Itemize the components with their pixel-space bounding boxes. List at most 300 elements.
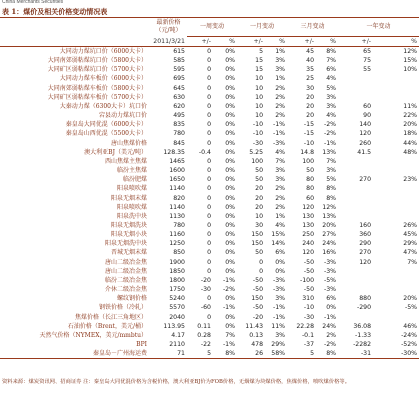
table-cell: 1650 [169, 176, 185, 184]
sub-header-week-pct: % [213, 37, 237, 47]
table-row [0, 322, 419, 331]
table-cell: 80 [306, 185, 315, 193]
table-cell: 130 [302, 221, 315, 229]
sub-header-date: 2011/3/21 [150, 37, 187, 47]
table-cell: 585 [173, 57, 185, 65]
table-cell: 0 [207, 212, 211, 220]
table-cell: 2040 [169, 313, 185, 321]
sub-header-month-pct: % [265, 37, 287, 47]
table-cell: 128.35 [163, 148, 185, 156]
row-label: 临汾主焦煤 [116, 167, 147, 175]
table-cell: 0% [225, 267, 236, 275]
table-cell: 11% [403, 102, 418, 110]
table-cell: 0 [259, 267, 264, 275]
table-cell [373, 267, 419, 276]
table-cell [373, 157, 419, 166]
row-label: 阳泉无烟洗块 [110, 221, 147, 229]
table-cell: 50 [306, 167, 315, 175]
table-cell: 0% [225, 112, 236, 120]
table-cell: 7% [225, 331, 236, 339]
table-cell: 880 [359, 295, 372, 303]
table-cell: 695 [173, 75, 185, 83]
table-cell: 0% [225, 176, 236, 184]
table-cell: 0% [225, 48, 236, 55]
table-cell: -1% [222, 276, 236, 284]
table-cell: 8% [316, 349, 338, 359]
table-cell: 0 [207, 66, 211, 74]
table-cell: 5 [287, 349, 316, 359]
table-cell: -50 [252, 276, 264, 284]
table-cell: 4% [275, 221, 286, 229]
table-cell: 12% [322, 203, 337, 211]
table-cell: -3% [272, 139, 286, 147]
row-label: 秦皇岛大同优混（6000大卡） [65, 121, 147, 129]
table-cell: 0% [225, 212, 236, 220]
table-cell: -0.4 [198, 148, 211, 156]
table-cell: 24% [322, 322, 337, 330]
table-cell [338, 313, 373, 322]
table-cell: -2% [222, 286, 236, 294]
table-cell: 0% [225, 322, 236, 330]
table-cell: 0 [207, 93, 211, 101]
table-cell: 46% [403, 322, 418, 330]
row-label: 天然气价格（NYMEX，美元/mmbtu） [39, 331, 147, 339]
table-cell: 0 [207, 130, 211, 138]
table-cell: -31 [338, 349, 373, 359]
row-label: 唐山二级冶金焦 [104, 258, 147, 266]
table-cell: -0.1 [301, 331, 315, 339]
table-cell: 620 [173, 102, 185, 110]
table-cell: 6% [275, 249, 286, 257]
table-cell: 5240 [169, 295, 185, 303]
table-cell: -50 [303, 286, 315, 294]
table-cell: 45% [403, 231, 418, 239]
table-row [0, 276, 419, 285]
col-header-month: 一月变动 [237, 18, 287, 37]
table-row [0, 93, 419, 102]
table-cell: 0 [207, 231, 211, 239]
price-change-table [0, 18, 419, 359]
table-cell: 0% [225, 84, 236, 92]
table-cell: 0 [207, 176, 211, 184]
table-cell: -30 [303, 313, 315, 321]
table-cell: 0 [207, 57, 211, 65]
table-cell: 18% [403, 130, 418, 138]
table-cell: 80 [306, 176, 315, 184]
table-cell: 0% [275, 258, 286, 266]
header-row-groups [0, 18, 419, 37]
table-cell: -10 [252, 121, 264, 129]
row-label: 阳泉洗中块 [116, 212, 147, 220]
table-cell: 270 [359, 249, 372, 257]
table-cell: 22% [403, 112, 418, 120]
table-cell: 150 [251, 295, 264, 303]
table-cell [373, 212, 419, 221]
table-row [0, 111, 419, 120]
row-label: 阳泉无烟末煤 [110, 194, 147, 202]
table-cell: -1% [222, 341, 236, 348]
table-cell: 0 [207, 295, 211, 303]
table-cell [373, 285, 419, 294]
table-cell: 0% [326, 304, 337, 312]
table-row [0, 248, 419, 257]
table-row [0, 148, 419, 157]
table-cell: 0% [225, 102, 236, 110]
header-corner [0, 18, 150, 37]
table-row [0, 194, 419, 203]
row-label: 焦煤价格（长江三角地区） [74, 313, 147, 321]
table-cell: 100 [302, 157, 315, 165]
table-cell: 820 [173, 194, 185, 202]
table-cell: 3% [275, 331, 286, 339]
table-cell: 50 [255, 167, 264, 175]
table-cell: 60 [363, 102, 372, 110]
table-cell [338, 203, 373, 212]
table-cell: 22.28 [296, 322, 315, 330]
table-cell: 29% [403, 240, 418, 248]
table-cell: 113.95 [163, 322, 185, 330]
table-cell [338, 84, 373, 93]
table-cell [338, 184, 373, 193]
table-row [0, 139, 419, 148]
table-cell: -1% [222, 304, 236, 312]
table-cell: 1750 [169, 286, 185, 294]
table-cell: 30 [306, 84, 315, 92]
table-row [0, 258, 419, 267]
table-cell: -22 [200, 341, 211, 348]
table-cell: 45 [306, 48, 315, 55]
table-cell: 0% [225, 139, 236, 147]
source-footnote: 资料来源：煤炭资讯网、招商证券 注：秦皇岛大同优混价格为含税价格，澳大利亚BJ价为FOB价格，无烟煤为块煤价格，焦煤价格，喷吹煤价格等。 [2, 379, 351, 385]
table-cell: 2% [275, 185, 286, 193]
table-cell: 0 [207, 194, 211, 202]
table-cell: 1160 [169, 231, 185, 239]
col-header-latest-price: 最新价格（元/吨） [155, 19, 182, 35]
table-cell: 0 [207, 258, 211, 266]
table-cell: 150 [251, 240, 264, 248]
table-cell: 615 [173, 48, 185, 55]
table-cell: 120 [302, 203, 315, 211]
table-cell: 780 [173, 221, 185, 229]
table-cell: -290 [357, 304, 372, 312]
table-row [0, 157, 419, 166]
table-row [0, 129, 419, 138]
table-cell: 0% [225, 221, 236, 229]
table-cell: 0% [225, 130, 236, 138]
table-cell: 12% [403, 48, 418, 55]
table-cell: 495 [173, 112, 185, 120]
table-row [0, 303, 419, 312]
table-cell [338, 285, 373, 294]
row-label: 唐山焦煤价格 [110, 139, 147, 147]
table-cell: 10 [255, 84, 264, 92]
col-header-week: 一周变动 [187, 18, 237, 37]
table-cell: 5 [259, 48, 264, 55]
table-row [0, 212, 419, 221]
table-row [0, 56, 419, 65]
table-cell: 50 [255, 249, 264, 257]
header-strip [0, 0, 419, 6]
table-cell: 5% [326, 176, 337, 184]
table-cell: -2% [323, 121, 337, 129]
row-label: 临汾肥煤 [122, 176, 147, 184]
table-cell: 41.5 [357, 148, 372, 156]
table-cell: 130 [302, 212, 315, 220]
row-label: 大同矿区弱粘煤车板价（5700大卡） [47, 93, 147, 101]
table-cell: 20% [403, 121, 418, 129]
table-cell: 360 [359, 231, 372, 239]
table-row [0, 294, 419, 303]
table-cell: 0% [225, 258, 236, 266]
table-cell: 7% [275, 157, 286, 165]
table-cell: 0% [225, 75, 236, 83]
table-cell: 780 [173, 130, 185, 138]
table-row [0, 120, 419, 129]
company-logo-text: China Merchants Securities [2, 0, 64, 5]
table-cell: -1% [272, 130, 286, 138]
table-cell: 0% [225, 66, 236, 74]
table-cell: 0% [225, 148, 236, 156]
table-cell: -15 [303, 121, 315, 129]
table-cell: 10 [255, 212, 264, 220]
table-cell: 1800 [169, 276, 185, 284]
table-cell: -3% [323, 286, 337, 294]
table-cell: 1250 [169, 240, 185, 248]
table-cell: 3% [275, 295, 286, 303]
table-cell: -100 [299, 276, 315, 284]
table-cell: 16% [322, 249, 337, 257]
row-label: 宕县动力煤坑口价 [98, 112, 147, 120]
table-cell: -24% [401, 331, 418, 339]
table-cell: 6% [326, 295, 337, 303]
row-label: 西山焦煤主焦煤 [104, 157, 147, 165]
table-cell: 1140 [169, 203, 185, 211]
table-cell: 20 [255, 185, 264, 193]
table-cell: 20% [322, 221, 337, 229]
table-cell: 30 [255, 221, 264, 229]
table-cell: 11% [271, 322, 286, 330]
table-cell: 630 [173, 93, 185, 101]
table-cell: 0% [225, 249, 236, 257]
table-cell: 36.08 [353, 322, 372, 330]
table-cell: -30 [252, 139, 264, 147]
row-label: 唐山二级冶金焦 [104, 267, 147, 275]
table-row [0, 230, 419, 239]
sub-header-week-abs: +/- [187, 37, 213, 47]
row-label: BPI [136, 341, 147, 348]
sub-header-month-abs: +/- [237, 37, 265, 47]
table-cell: -30% [373, 349, 419, 359]
table-cell: 0.13 [249, 331, 264, 339]
table-cell: -30 [200, 286, 211, 294]
table-cell: 0% [225, 240, 236, 248]
table-cell: 2% [275, 194, 286, 202]
table-cell: 0 [207, 139, 211, 147]
table-cell [373, 84, 419, 93]
table-row [0, 166, 419, 175]
table-cell: 0 [207, 240, 211, 248]
table-cell: 1% [275, 75, 286, 83]
table-cell: 29% [271, 341, 286, 348]
table-row [0, 331, 419, 340]
table-cell: 4% [275, 148, 286, 156]
table-cell: 7% [326, 157, 337, 165]
table-cell [373, 313, 419, 322]
table-cell: -5% [405, 304, 418, 312]
table-cell: 140 [359, 121, 372, 129]
table-row [0, 203, 419, 212]
table-cell: 48% [403, 148, 418, 156]
col-header-year: 一年变动 [338, 18, 419, 37]
table-cell: -3% [323, 258, 337, 266]
table-cell [338, 93, 373, 102]
table-cell: 240 [302, 240, 315, 248]
sub-header-year-pct: % [373, 37, 419, 47]
table-cell: 2% [275, 102, 286, 110]
row-label: 秦皇岛山西优混（5500大卡） [65, 130, 147, 138]
table-cell: 10 [255, 93, 264, 101]
table-cell: -37 [303, 341, 315, 348]
table-cell: 10 [255, 112, 264, 120]
table-row [0, 175, 419, 184]
table-row [0, 84, 419, 93]
table-cell: 0% [225, 313, 236, 321]
table-cell: -50 [303, 267, 315, 275]
table-cell: 14% [271, 240, 286, 248]
table-cell: -50 [303, 258, 315, 266]
table-cell: 15 [255, 66, 264, 74]
table-cell [373, 184, 419, 193]
table-cell: -2% [323, 130, 337, 138]
table-cell: -15 [303, 130, 315, 138]
table-cell: -2282 [353, 341, 372, 348]
table-cell: 0 [207, 167, 211, 175]
table-row [0, 74, 419, 83]
table-cell [338, 166, 373, 175]
table-cell: 1% [275, 48, 286, 55]
table-cell: 3% [326, 102, 337, 110]
table-cell: 6% [326, 66, 337, 74]
table-cell: -10 [252, 130, 264, 138]
table-cell: 0 [207, 112, 211, 120]
table-cell: 3% [275, 57, 286, 65]
table-cell [373, 276, 419, 285]
table-cell [338, 267, 373, 276]
table-cell: 75 [363, 57, 372, 65]
table-cell: -20 [252, 313, 264, 321]
table-cell: 3% [326, 93, 337, 101]
row-label: 介休二级冶金焦 [104, 286, 147, 294]
table-cell: 8% [326, 48, 337, 55]
table-cell: 5 [187, 349, 213, 359]
table-cell: 71 [150, 349, 187, 359]
table-cell: 15 [255, 57, 264, 65]
table-cell: 47% [403, 249, 418, 257]
table-cell: 10 [255, 75, 264, 83]
table-row [0, 313, 419, 322]
header-row-sub [0, 37, 419, 47]
table-cell [338, 212, 373, 221]
table-cell [373, 93, 419, 102]
sub-header-quarter-pct: % [316, 37, 338, 47]
table-cell: 2% [275, 203, 286, 211]
table-cell: -3% [272, 276, 286, 284]
table-cell: -3% [272, 286, 286, 294]
table-cell: 4% [326, 112, 337, 120]
table-cell: -1% [272, 121, 286, 129]
table-cell: 20% [403, 295, 418, 303]
table-cell: 4% [326, 75, 337, 83]
table-cell: 11.43 [245, 322, 264, 330]
table-cell: -1% [272, 313, 286, 321]
table-cell [373, 74, 419, 83]
table-cell: 120 [359, 130, 372, 138]
table-cell: 0 [207, 121, 211, 129]
table-cell: 20 [306, 102, 315, 110]
table-cell: -1% [272, 304, 286, 312]
table-cell: 3% [275, 66, 286, 74]
table-cell [373, 166, 419, 175]
table-cell: 58% [265, 349, 287, 359]
table-cell [338, 194, 373, 203]
table-cell: 60 [306, 194, 315, 202]
row-label: 晋城无烟末煤 [110, 249, 147, 257]
table-cell: 8% [213, 349, 237, 359]
table-cell: 90 [363, 112, 372, 120]
table-cell: 20 [306, 112, 315, 120]
table-cell: 260 [359, 139, 372, 147]
table-cell: 1130 [169, 212, 185, 220]
table-cell: 3% [275, 167, 286, 175]
table-row [0, 47, 419, 57]
table-cell: -5% [323, 276, 337, 284]
table-cell: 10% [403, 66, 418, 74]
table-cell: 845 [173, 139, 185, 147]
table-cell: 1600 [169, 167, 185, 175]
row-label: 螺纹钢价格 [116, 295, 147, 303]
row-label: 大同南郊弱粘煤坑口价（5800大卡） [47, 57, 147, 65]
table-cell: 160 [359, 221, 372, 229]
table-cell: 10 [255, 102, 264, 110]
table-row [0, 267, 419, 276]
row-label: 大同矿区弱粘煤坑口价（5700大卡） [47, 66, 147, 74]
table-cell: 0 [207, 203, 211, 211]
table-cell: 835 [173, 121, 185, 129]
col-header-quarter: 三月变动 [287, 18, 338, 37]
table-cell: 2% [275, 93, 286, 101]
table-cell: 7% [407, 258, 418, 266]
table-cell: -1% [323, 139, 337, 147]
row-label: 石油价格（Brent，美元/桶） [67, 322, 147, 330]
table-cell: -3% [323, 267, 337, 275]
table-cell: -50 [252, 286, 264, 294]
table-cell: 0 [207, 267, 211, 275]
table-cell: 595 [173, 66, 185, 74]
table-cell: 13% [322, 148, 337, 156]
table-cell: 120 [359, 258, 372, 266]
table-row [0, 285, 419, 294]
table-cell: 23% [403, 176, 418, 184]
table-cell: 1465 [169, 157, 185, 165]
table-cell: 5.25 [249, 148, 264, 156]
row-label: 阳泉喷吹煤 [116, 203, 147, 211]
table-cell: 2% [275, 112, 286, 120]
table-row [0, 340, 419, 349]
table-cell: 5570 [169, 304, 185, 312]
table-cell: 290 [359, 240, 372, 248]
table-cell: 26 [237, 349, 265, 359]
table-cell: 0 [207, 157, 211, 165]
